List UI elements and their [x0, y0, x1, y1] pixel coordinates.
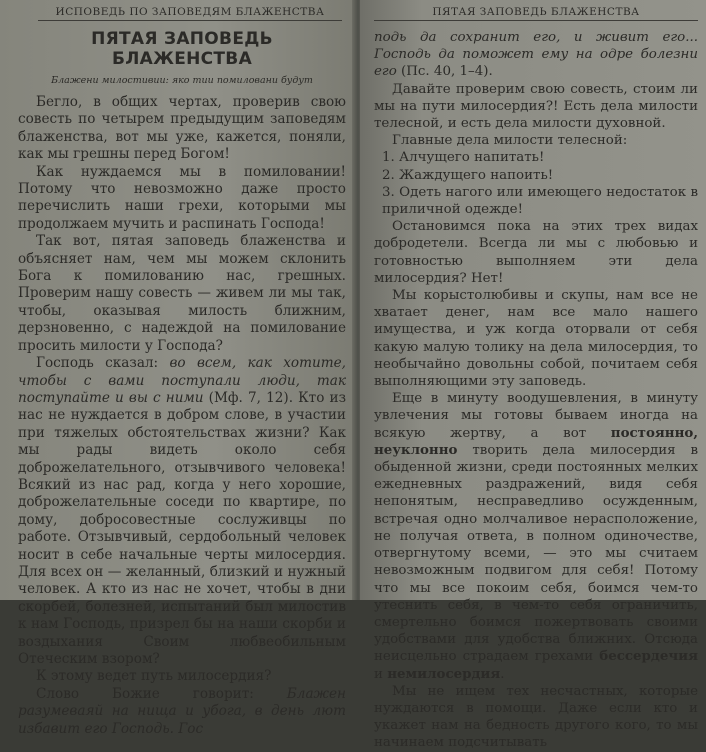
- chapter-title: ПЯТАЯ ЗАПОВЕДЬ БЛАЖЕНСТВА: [91, 29, 273, 69]
- paragraph: Мы не ищем тех несчастных, которые нуждаются в помощи. Даже если кто и укажет нам на бедность другого кого, то мы начинаем подсчитывать: [374, 683, 698, 751]
- paragraph-text: Слово Божие говорит:: [36, 685, 287, 702]
- paragraph: Мы корыстолюбивы и скупы, нам все не хватает денег, нам все мало нашего имущества, и уж когда оторвали от себя какую малую толику на дела милосердия, то необычайно довольны собой, почитаем себя выполняющими эту заповедь.: [374, 288, 698, 390]
- emphasis: немилосердия: [387, 665, 501, 682]
- paragraph-text: (Мф. 7, 12). Кто из нас не нуждается в добром слове, в участии при тяжелых обстоятельствах жизни? Как мы рады видеть около себя доброжелательного, отзывчивого человека! Всякий из нас рад, когда у него хорошие, доброжелательные соседи по квартире, по дому, добросовестные сослуживцы по работе. Отзывчивый, сердобольный человек носит в себе начальные черты милосердия. Для всех он — желанный, близкий и нужный человек. А кто из нас не хочет, чтобы в дни скорбей, болезней, испытаний был милостив к нам Господь, призрел бы на наши скорби и воздыхания Своим любвеобильным Отеческим взором?: [18, 389, 346, 667]
- paragraph: Остановимся пока на этих трех видах добродетели. Всегда ли мы с любовью и готовностью выполняем эти дела милосердия? Нет!: [374, 219, 698, 286]
- paragraph-text: .: [500, 666, 505, 682]
- paragraph: [374, 29, 698, 81]
- list-item: 3. Одеть нагого или имеющего недостаток в приличной одежде!: [382, 184, 698, 218]
- paragraph: Как нуждаемся мы в помиловании! Потому что невозможно даже просто перечислить наши грехи, которыми мы продолжаем мучить и распинать Господа!: [18, 163, 346, 232]
- running-head: ПЯТАЯ ЗАПОВЕДЬ БЛАЖЕНСТВА: [374, 6, 698, 21]
- paragraph: Бегло, в общих чертах, проверив свою совесть по четырем предыдущим заповедям блаженства, вот мы уже, кажется, поняли, как мы грешны перед Богом!: [18, 94, 346, 163]
- paragraph: [374, 390, 698, 682]
- paragraph: [18, 686, 346, 738]
- running-head: ИСПОВЕДЬ ПО ЗАПОВЕДЯМ БЛАЖЕНСТВА: [38, 6, 342, 21]
- left-page: [0, 0, 356, 737]
- paragraph: Главные дела милости телесной:: [392, 133, 628, 149]
- paragraph-text: Господь сказал:: [36, 355, 170, 372]
- scripture-reference: (Пс. 40, 1–4).: [396, 64, 493, 80]
- paragraph-text: и: [374, 666, 388, 682]
- list-item: 2. Жаждущего напоить!: [382, 167, 554, 183]
- emphasis: бессердечия: [599, 648, 698, 665]
- paragraph-text: Еще в минуту воодушевления, в минуту увлечения мы готовы бываем иногда на всякую жертву, а вот: [374, 391, 698, 441]
- emphasis: постоянно, неуклонно: [374, 424, 698, 458]
- epigraph: Блажени милостивии: яко тии помиловани будут: [51, 75, 313, 86]
- scripture-quote: Блажен разумеваяй на нища и убога, в день лют избавит его Господь. Гос: [18, 685, 346, 737]
- paragraph: К этому ведет путь милосердия?: [36, 668, 272, 685]
- right-page: [360, 0, 706, 751]
- scripture-quote: подь да сохранит его, и живит его... Господь да поможет ему на одре болезни его: [374, 30, 698, 80]
- list-item: 1. Алчущего напитать!: [382, 150, 545, 166]
- paragraph: [18, 355, 346, 668]
- scripture-quote: во всем, как хотите, чтобы с вами поступали люди, так поступайте и вы с ними: [18, 355, 346, 406]
- paragraph: Давайте проверим свою совесть, стоим ли мы на пути милосердия?! Есть дела милости телесной, и есть дела милости духовной.: [374, 81, 698, 132]
- paragraph-text: творить дела милосердия в обыденной жизни, среди постоянных мелких ежедневных раздражений, видя себя непонятым, несправедливо осужденным, встречая одно молчаливое нерасположение, не получая ответа, в полном одиночестве, отвергнутому всеми, — это мы считаем невозможным подвигом для себя! Потому что мы все покоим себя, боимся чем-то утеснить себя, в чем-то себя ограничить, смертельно боимся пожертвовать своими удобствами для удобства ближних. Отсюда неисцельно страдаем грехами: [374, 442, 698, 665]
- paragraph: Так вот, пятая заповедь блаженства и объясняет нам, чем мы можем склонить Бога к помилованию нас, грешных. Проверим нашу совесть — живем ли мы так, чтобы, оказывая милость ближним, дерзновенно, с надеждой на помилование просить милости у Господа?: [18, 233, 346, 354]
